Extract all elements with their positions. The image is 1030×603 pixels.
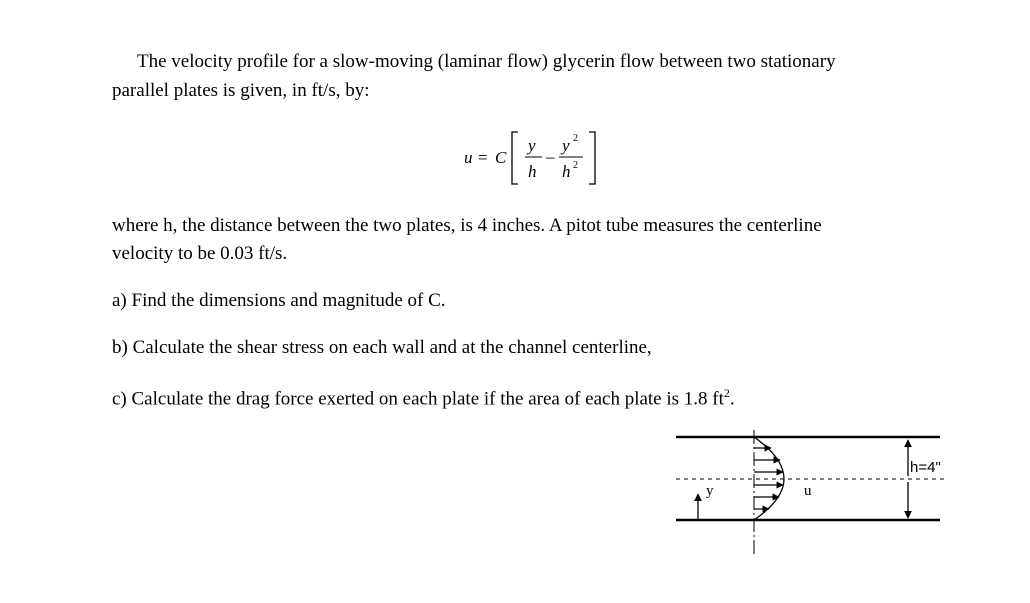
term2-num-exponent: 2 <box>573 133 578 144</box>
term1-denominator: h <box>528 162 537 181</box>
part-c-exponent: 2 <box>723 386 730 400</box>
part-a: a) Find the dimensions and magnitude of C. <box>112 290 446 311</box>
intro-line-2: parallel plates is given, in ft/s, by: <box>112 80 370 101</box>
part-c <box>112 382 735 410</box>
where-line-2: velocity to be 0.03 ft/s. <box>112 243 288 264</box>
velocity-equation <box>462 126 612 192</box>
part-b: b) Calculate the shear stress on each wall and at the channel centerline, <box>112 337 652 358</box>
y-label: y <box>706 483 714 499</box>
eq-minus: – <box>546 147 555 166</box>
term2-denominator: h <box>562 162 571 181</box>
where-line-1: where h, the distance between the two plates, is 4 inches. A pitot tube measures the centerline <box>112 215 822 236</box>
intro-line-1: The velocity profile for a slow-moving (laminar flow) glycerin flow between two stationary <box>137 51 836 72</box>
eq-coef: C <box>495 148 507 167</box>
channel-flow-diagram <box>672 428 952 558</box>
term2-den-exponent: 2 <box>573 160 578 171</box>
u-label: u <box>804 483 812 499</box>
eq-lhs: u <box>464 148 473 167</box>
left-bracket <box>512 132 518 184</box>
term1-numerator: y <box>528 136 536 155</box>
term2-numerator: y <box>562 136 570 155</box>
part-c-text: c) Calculate the drag force exerted on each plate if the area of each plate is 1.8 ft <box>112 388 724 410</box>
part-c-end: . <box>729 388 735 410</box>
eq-equals: = <box>478 148 488 167</box>
right-bracket <box>589 132 595 184</box>
height-label: h=4" <box>910 459 941 476</box>
